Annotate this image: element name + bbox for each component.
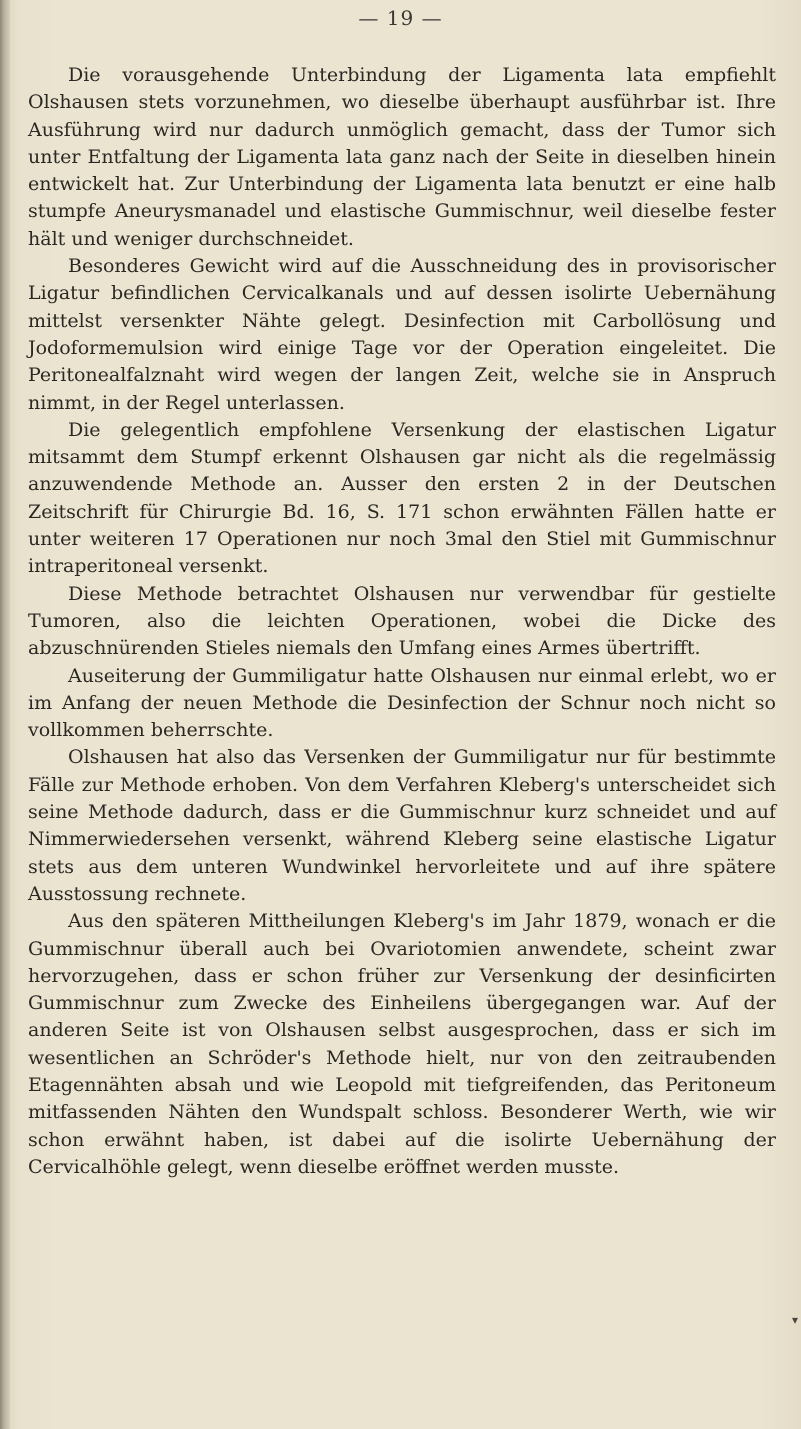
page-binding-edge [0,0,10,1429]
page-number: — 19 — [358,6,443,30]
paragraph: Diese Methode betrachtet Olshausen nur verwendbar für gestielte Tumoren, also die leichten Operationen, wobei die Dicke des abzuschnürenden Stieles niemals den Umfang eines Armes übertrifft. [28,582,776,660]
paragraph: Auseiterung der Gummiligatur hatte Olshausen nur einmal erlebt, wo er im Anfang der neuen Methode die Desinfection der Schnur noch nicht so vollkommen beherrschte. [28,664,776,742]
paragraph: Besonderes Gewicht wird auf die Ausschneidung des in provisorischer Ligatur befindlichen Cervicalkanals und auf dessen isolirte Uebernähung mittelst versenkter Nähte gelegt. Desinfection mit Carbollösung und Jodoformemulsion wird einige Tage vor der Operation eingeleitet. Die Peritonealfalznaht wird wegen der langen Zeit, welche sie in Anspruch nimmt, in der Regel unterlassen. [28,255,776,414]
paragraph: Die gelegentlich empfohlene Versenkung der elastischen Ligatur mitsammt dem Stumpf erkennt Olshausen gar nicht als die regelmässig anzuwendende Methode an. Ausser den ersten 2 in der Deutschen Zeitschrift für Chirurgie Bd. 16, S. 171 schon erwähnten Fällen hatte er unter weiteren 17 Operationen nur noch 3mal den Stiel mit Gummischnur intraperitoneal versenkt. [28,418,776,578]
paragraph: Aus den späteren Mittheilungen Kleberg's im Jahr 1879, wonach er die Gummischnur überall auch bei Ovariotomien anwendete, scheint zwar hervorzugehen, dass er schon früher zur Versenkung der desinficirten Gummischnur zum Zwecke des Einheilens übergegangen war. Auf der anderen Seite ist von Olshausen selbst ausgesprochen, dass er sich im wesentlichen an Schröder's Methode hielt, nur von den zeitraubenden Etagennähten absah und wie Leopold mit tiefgreifenden, das Peritoneum mitfassenden Nähten den Wundspalt schloss. Besonderer Werth, wie wir schon erwähnt haben, ist dabei auf die isolirte Uebernähung der Cervicalhöhle gelegt, wenn dieselbe eröffnet werden musste. [28,910,776,1178]
body-text [28,62,776,1181]
paragraph: Die vorausgehende Unterbindung der Ligamenta lata empfiehlt Olshausen stets vorzunehmen, wo dieselbe überhaupt ausführbar ist. Ihre Ausführung wird nur dadurch unmöglich gemacht, dass der Tumor sich unter Entfaltung der Ligamenta lata ganz nach der Seite in dieselben hinein entwickelt hat. Zur Unterbindung der Ligamenta lata benutzt er eine halb stumpfe Aneurysmanadel und elastische Gummischnur, weil dieselbe fester hält und weniger durchschneidet. [28,64,776,250]
paragraph: Olshausen hat also das Versenken der Gummiligatur nur für bestimmte Fälle zur Methode erhoben. Von dem Verfahren Kleberg's unterscheidet sich seine Methode dadurch, dass er die Gummischnur kurz schneidet und auf Nimmerwiedersehen versenkt, während Kleberg seine elastische Ligatur stets aus dem unteren Wundwinkel hervorleitete und auf ihre spätere Ausstossung rechnete. [28,746,776,905]
ink-speck: ▾ [792,1313,799,1327]
